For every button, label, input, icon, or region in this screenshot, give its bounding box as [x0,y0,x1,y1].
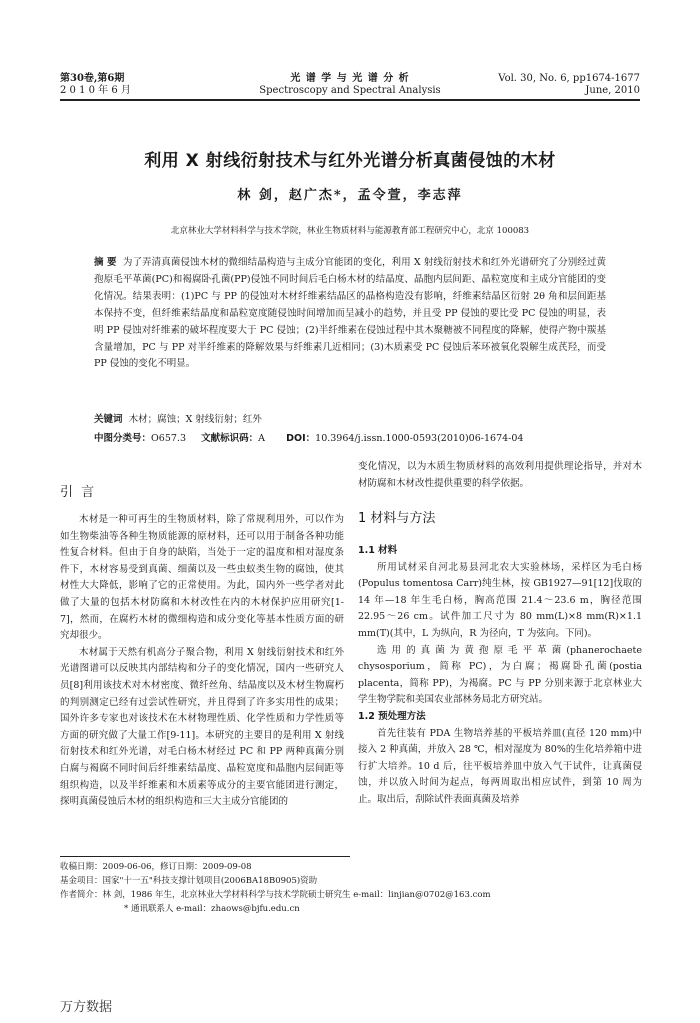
footnote-rule [60,856,350,857]
section-1-1-heading: 1.1 材料 [358,545,398,556]
intro-continuation: 变化情况，以为木质生物质材料的高效利用提供理论指导，并对木材防腐和木材改性提供重要的科学依据。 [358,461,642,489]
affiliation: 北京林业大学材料科学与技术学院，林业生物质材料与能源教育部工程研究中心，北京 100083 [170,226,530,236]
author-bio: 作者简介：林 剑，1986 年生，北京林业大学材料科学与技术学院硕士研究生 e-mail：linjian@0702@163.com [60,890,491,900]
abstract-label: 摘 要 [94,257,117,268]
journal-title-en: Spectroscopy and Spectral Analysis [259,85,441,96]
doi-label: DOI： [286,433,316,444]
fund-info: 基金项目：国家"十一五"科技支撑计划项目(2006BA18B0905)资助 [60,876,318,886]
volume-en: Vol. 30, No. 6, pp1674-1677 [498,73,640,84]
keywords-label: 关键词 [94,414,123,425]
journal-title-cn: 光 谱 学 与 光 谱 分 析 [290,73,410,84]
section-1-1-paragraph-2: 选用的真菌为黄孢原毛平革菌(phanerochaete chysosporium，简称 PC)，为白腐；褐腐卧孔菌(postia placenta，简称 PP)，为褐腐。PC 与 PP 分别来源于北京林业大学生物学院和美国农业部林务局北方研究站。 [358,644,642,706]
watermark-text: 万方数据 [60,1000,113,1015]
date-en: June, 2010 [585,85,640,96]
keywords [94,411,262,425]
section-1-1-paragraph-1: 所用试材采自河北易县河北农大实验林场，采样区为毛白杨(Populus tomentosa Carr)纯生林，按 GB1927—91[12]伐取的 14 年—18 年生毛白杨，胸高范围 21.4～23.6 m，胸径范围 22.95～26 cm。试件加工尺寸为 80 mm(L)×8 mm(R)×1.1 mm(T)(其中，L 为纵向，R 为径向，T 为弦向。下同)。 [358,561,642,639]
abstract-text: 为了弄清真菌侵蚀木材的微细结晶构造与主成分官能团的变化，利用 X 射线衍射技术和红外光谱研究了分别经过黄孢原毛平革菌(PC)和褐腐卧孔菌(PP)侵蚀不同时间后毛白杨木材的结晶度、晶胞内层间距、晶粒宽度和主成分官能团的变化情况。结果表明：(1)PC 与 PP 的侵蚀对木材纤维素结晶区的晶格构造没有影响，纤维素结晶区衍射 2θ 角和层间距基本保持不变，但纤维素结晶度和晶粒宽度随侵蚀时间增加而呈减小的趋势，并且受 PP 侵蚀的要比受 PC 侵蚀的明显，表明 PP 侵蚀对纤维素的破坏程度要大于 PC 侵蚀；(2)半纤维素在侵蚀过程中其木聚糖被不同程度的降解，使得产物中羰基含量增加，PC 与 PP 对半纤维素的降解效果与纤维素几近相同；(3)木质素受 PC 侵蚀后苯环被氧化裂解生成芪羟，而受 PP 侵蚀的变化不明显。 [94,257,606,370]
keywords-text: 木材；腐蚀；X 射线衍射；红外 [128,414,262,425]
intro-heading: 引 言 [60,485,97,500]
authors: 林 剑，赵广杰*，孟令萱，李志萍 [237,188,463,203]
right-column [358,459,642,809]
clc-value: O657.3 [151,433,187,444]
corresponding-author: * 通讯联系人 e-mail：zhaows@bjfu.edu.cn [124,904,300,914]
header-rule [60,99,640,101]
abstract [94,255,606,373]
intro-paragraph-2: 木材属于天然有机高分子聚合物，利用 X 射线衍射技术和红外光谱图谱可以反映其内部结构和分子的变化情况，国内一些研究人员[8]利用该技术对木材密度、微纤丝角、结晶度以及木材生物腐朽的判别测定已经有过尝试性研究，并且得到了许多实用性的成果；国外许多专家也对该技术在木材物理性质、化学性质和力学性质等方面的研究做了大量工作[9-11]。本研究的主要目的是利用 X 射线衍射技术和红外光谱，对毛白杨木材经过 PC 和 PP 两种真菌分别白腐与褐腐不同时间后纤维素结晶度、晶粒宽度和晶胞内层间距等组织构造，以及半纤维素和木质素等成分的主要官能团进行测定，探明真菌侵蚀后木材的组织构造和三大主成分官能团的 [60,646,344,808]
footnotes [60,860,650,916]
section-1-2-paragraph-1: 首先往装有 PDA 生物培养基的平板培养皿(直径 120 mm)中接入 2 种真菌，并放入 28 ℃，相对湿度为 80%的生化培养箱中进行扩大培养。10 d 后，往平板培养皿中放入气干试件，让真菌侵蚀，并以放入时间为起点，每两周取出相应试件，到第 10 周为止。取出后，刮除试件表面真菌及培养 [358,727,642,805]
paper-title: 利用 X 射线衍射技术与红外光谱分析真菌侵蚀的木材 [144,151,556,171]
section-1-heading: 1 材料与方法 [358,511,436,526]
intro-paragraph-1: 木材是一种可再生的生物质材料，除了常规利用外，可以作为如生物柴油等各种生物质能源的原材料，还可以用于制备各种功能性复合材料。但由于自身的缺陷，当处于一定的温度和相对湿度条件下，木材容易受到真菌、细菌以及一些虫蚁类生物的腐蚀，使其材性大大降低，影响了它的正常使用。为此，国内外一些学者对此做了大量的包括木材防腐和木材改性在内的木材保护应用研究[1-7]，然而，在腐朽木材的微细构造和成分变化等基本性质方面的研究却很少。 [60,514,344,642]
classification [94,430,523,444]
doi-value: 10.3964/j.issn.1000-0593(2010)06-1674-04 [315,433,524,444]
received-date: 收稿日期：2009-06-06，修订日期：2009-09-08 [60,862,252,872]
volume-cn: 第30卷,第6期 [60,73,125,84]
date-cn: 2 0 1 0 年 6 月 [60,85,131,96]
doc-code-value: A [258,433,266,444]
intro-body [60,512,344,811]
section-1-2-heading: 1.2 预处理方法 [358,710,426,722]
clc-label: 中图分类号： [94,433,152,444]
doc-code-label: 文献标识码： [201,433,259,444]
